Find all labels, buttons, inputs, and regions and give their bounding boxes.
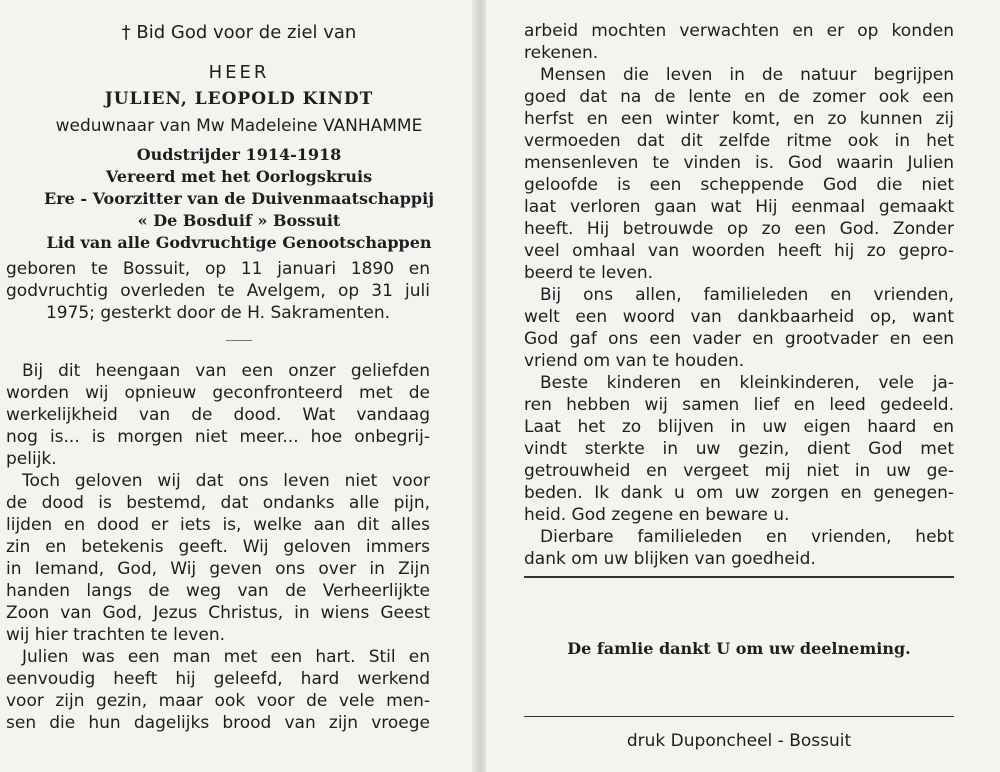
- birth-line: 1975; gesterkt door de H. Sakramenten.: [45, 303, 391, 323]
- thanks-line: De famlie dankt U om uw deelneming.: [567, 639, 911, 658]
- body-line: vindt sterkte in uw gezin, dient God met: [524, 439, 954, 459]
- body-line: heid. God zegene en beware u.: [524, 505, 790, 525]
- body-line: worden wij opnieuw geconfronteerd met de: [6, 383, 430, 403]
- body-line: Zoon van God, Jezus Christus, in wiens Geest: [6, 603, 430, 623]
- body-line: in Iemand, God, Wij geven ons over in Zijn: [6, 559, 430, 579]
- body-line: rekenen.: [524, 43, 599, 63]
- title-honorary-chairman: Ere - Voorzitter van de Duivenmaatschappij: [44, 189, 434, 208]
- body-line: veel omhaal van woorden heeft hij zo gepro-: [524, 241, 954, 261]
- widower-line: weduwnaar van Mw Madeleine VANHAMME: [55, 116, 423, 136]
- body-line: God gaf ons een vader en grootvader en een: [524, 329, 954, 349]
- body-line: ren hebben wij samen lief en leed gedeeld.: [524, 395, 954, 415]
- prayer-line: [0, 22, 478, 44]
- honorific: HEER: [208, 62, 270, 83]
- title-member: Lid van alle Godvruchtige Genootschappen: [46, 233, 432, 252]
- birth-line: geboren te Bossuit, op 11 januari 1890 en: [6, 259, 430, 279]
- body-line: zin en betekenis geeft. Wij geloven immers: [6, 537, 430, 557]
- cross-icon: †: [121, 22, 131, 43]
- body-line: herfst en een winter komt, en zo kunnen zij: [524, 109, 954, 129]
- left-page: [0, 0, 478, 772]
- body-line: voor zijn gezin, maar ook voor de vele men-: [6, 691, 430, 711]
- body-line: mensenleven te vinden is. God waarin Julien: [524, 153, 954, 173]
- body-line: welt een woord van dankbaarheid op, want: [524, 307, 954, 327]
- body-line: lijden en dood er iets is, welke aan dit alles: [6, 515, 430, 535]
- body-line: arbeid mochten verwachten en er op konden: [524, 21, 954, 41]
- body-line: wij hier trachten te leven.: [6, 625, 226, 645]
- body-line: sen die hun dagelijks brood van zijn vroege: [6, 713, 430, 733]
- body-line: Bij ons allen, familieleden en vrienden,: [540, 285, 954, 305]
- printer-line: druk Duponcheel - Bossuit: [626, 731, 852, 751]
- title-war-cross: Vereerd met het Oorlogskruis: [105, 167, 373, 186]
- body-line: vermoeden dat dit zelfde ritme ook in het: [524, 131, 954, 151]
- body-line: getrouwheid en vergeet mij niet in uw ge-: [524, 461, 954, 481]
- birth-line: godvruchtig overleden te Avelgem, op 31 juli: [6, 281, 430, 301]
- prayer-text: Bid God voor de ziel van: [136, 22, 357, 43]
- body-line: de dood is bestemd, dat ondanks alle pijn,: [6, 493, 430, 513]
- title-veteran: Oudstrijder 1914-1918: [136, 145, 342, 164]
- body-line: Dierbare familieleden en vrienden, hebt: [540, 527, 954, 547]
- deceased-name: JULIEN, LEOPOLD KINDT: [104, 89, 374, 109]
- body-line: heeft. Hij betrouwde op zo een God. Zonder: [524, 219, 954, 239]
- divider-rule: [524, 716, 954, 717]
- body-line: beerd te leven.: [524, 263, 654, 283]
- body-line: handen langs de weg van de Verheerlijkte: [6, 581, 430, 601]
- divider-rule: [524, 576, 954, 578]
- body-line: Bij dit heengaan van een onzer geliefden: [22, 361, 430, 381]
- body-line: Julien was een man met een hart. Stil en: [22, 647, 430, 667]
- body-line: nog is... is morgen niet meer... hoe onbegrij-: [6, 427, 430, 447]
- body-line: Beste kinderen en kleinkinderen, vele ja-: [540, 373, 954, 393]
- body-line: pelijk.: [6, 449, 57, 469]
- body-line: vriend om van te houden.: [524, 351, 745, 371]
- body-line: eenvoudig heeft hij geleefd, hard werkend: [6, 669, 430, 689]
- separator-dash: [226, 340, 252, 341]
- body-line: laat verloren gaan wat Hij eenmaal gemaakt: [524, 197, 954, 217]
- body-line: Toch geloven wij dat ons leven niet voor: [22, 471, 430, 491]
- title-club-name: « De Bosduif » Bossuit: [137, 211, 341, 230]
- body-line: Laat het zo blijven in uw eigen haard en: [524, 417, 954, 437]
- body-line: geloofde is een scheppende God die niet: [524, 175, 954, 195]
- body-line: dank om uw blijken van goedheid.: [524, 549, 816, 569]
- body-line: beden. Ik dank u om uw zorgen en genegen-: [524, 483, 954, 503]
- body-line: werkelijkheid van de dood. Wat vandaag: [6, 405, 430, 425]
- body-line: Mensen die leven in de natuur begrijpen: [540, 65, 954, 85]
- body-line: goed dat na de lente en de zomer ook een: [524, 87, 954, 107]
